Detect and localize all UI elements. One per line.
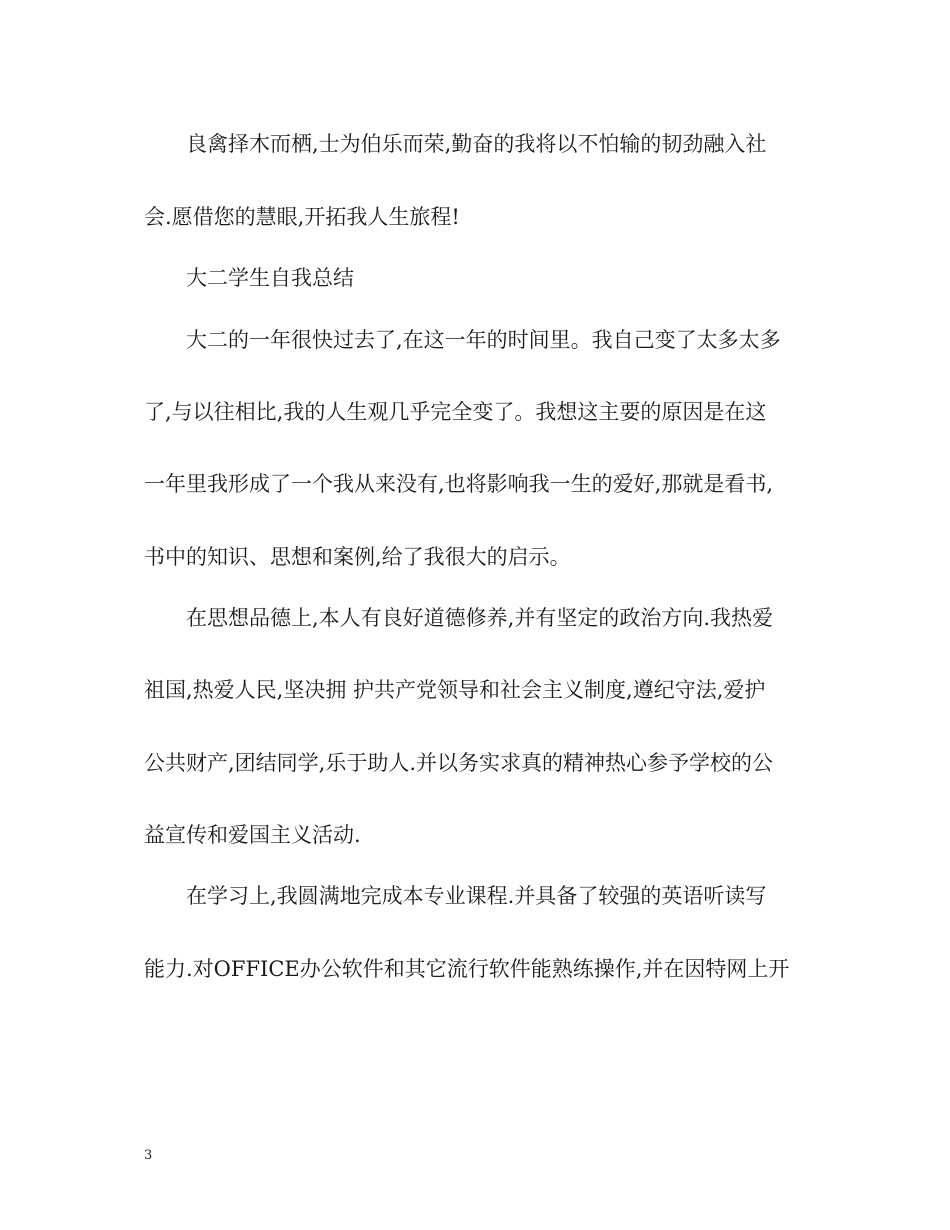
text-line: 了,与以往相比,我的人生观几乎完全变了。我想这主要的原因是在这 xyxy=(144,400,767,424)
page-number: 3 xyxy=(144,1148,153,1163)
text-line: 一年里我形成了一个我从来没有,也将影响我一生的爱好,那就是看书, xyxy=(144,472,774,496)
text-line: 大二的一年很快过去了,在这一年的时间里。我自己变了太多太多 xyxy=(186,328,781,352)
text-line: 在学习上,我圆满地完成本专业课程.并具备了较强的英语听读写 xyxy=(186,884,767,908)
text-line: 益宣传和爱国主义活动. xyxy=(144,823,361,847)
text-line: 能力.对OFFICE办公软件和其它流行软件能熟练操作,并在因特网上开 xyxy=(144,957,790,981)
text-line: 书中的知识、思想和案例,给了我很大的启示。 xyxy=(144,545,571,569)
text-line: 会.愿借您的慧眼,开拓我人生旅程! xyxy=(144,205,460,229)
section-heading: 大二学生自我总结 xyxy=(186,266,354,290)
text-line: 公共财产,团结同学,乐于助人.并以务实求真的精神热心参予学校的公 xyxy=(144,751,774,775)
text-line: 良禽择木而栖,士为伯乐而荣,勤奋的我将以不怕输的韧劲融入社 xyxy=(186,132,767,156)
text-line: 在思想品德上,本人有良好道德修养,并有坚定的政治方向.我热爱 xyxy=(186,606,774,630)
text-line: 祖国,热爱人民,坚决拥 护共产党领导和社会主义制度,遵纪守法,爱护 xyxy=(144,678,766,702)
